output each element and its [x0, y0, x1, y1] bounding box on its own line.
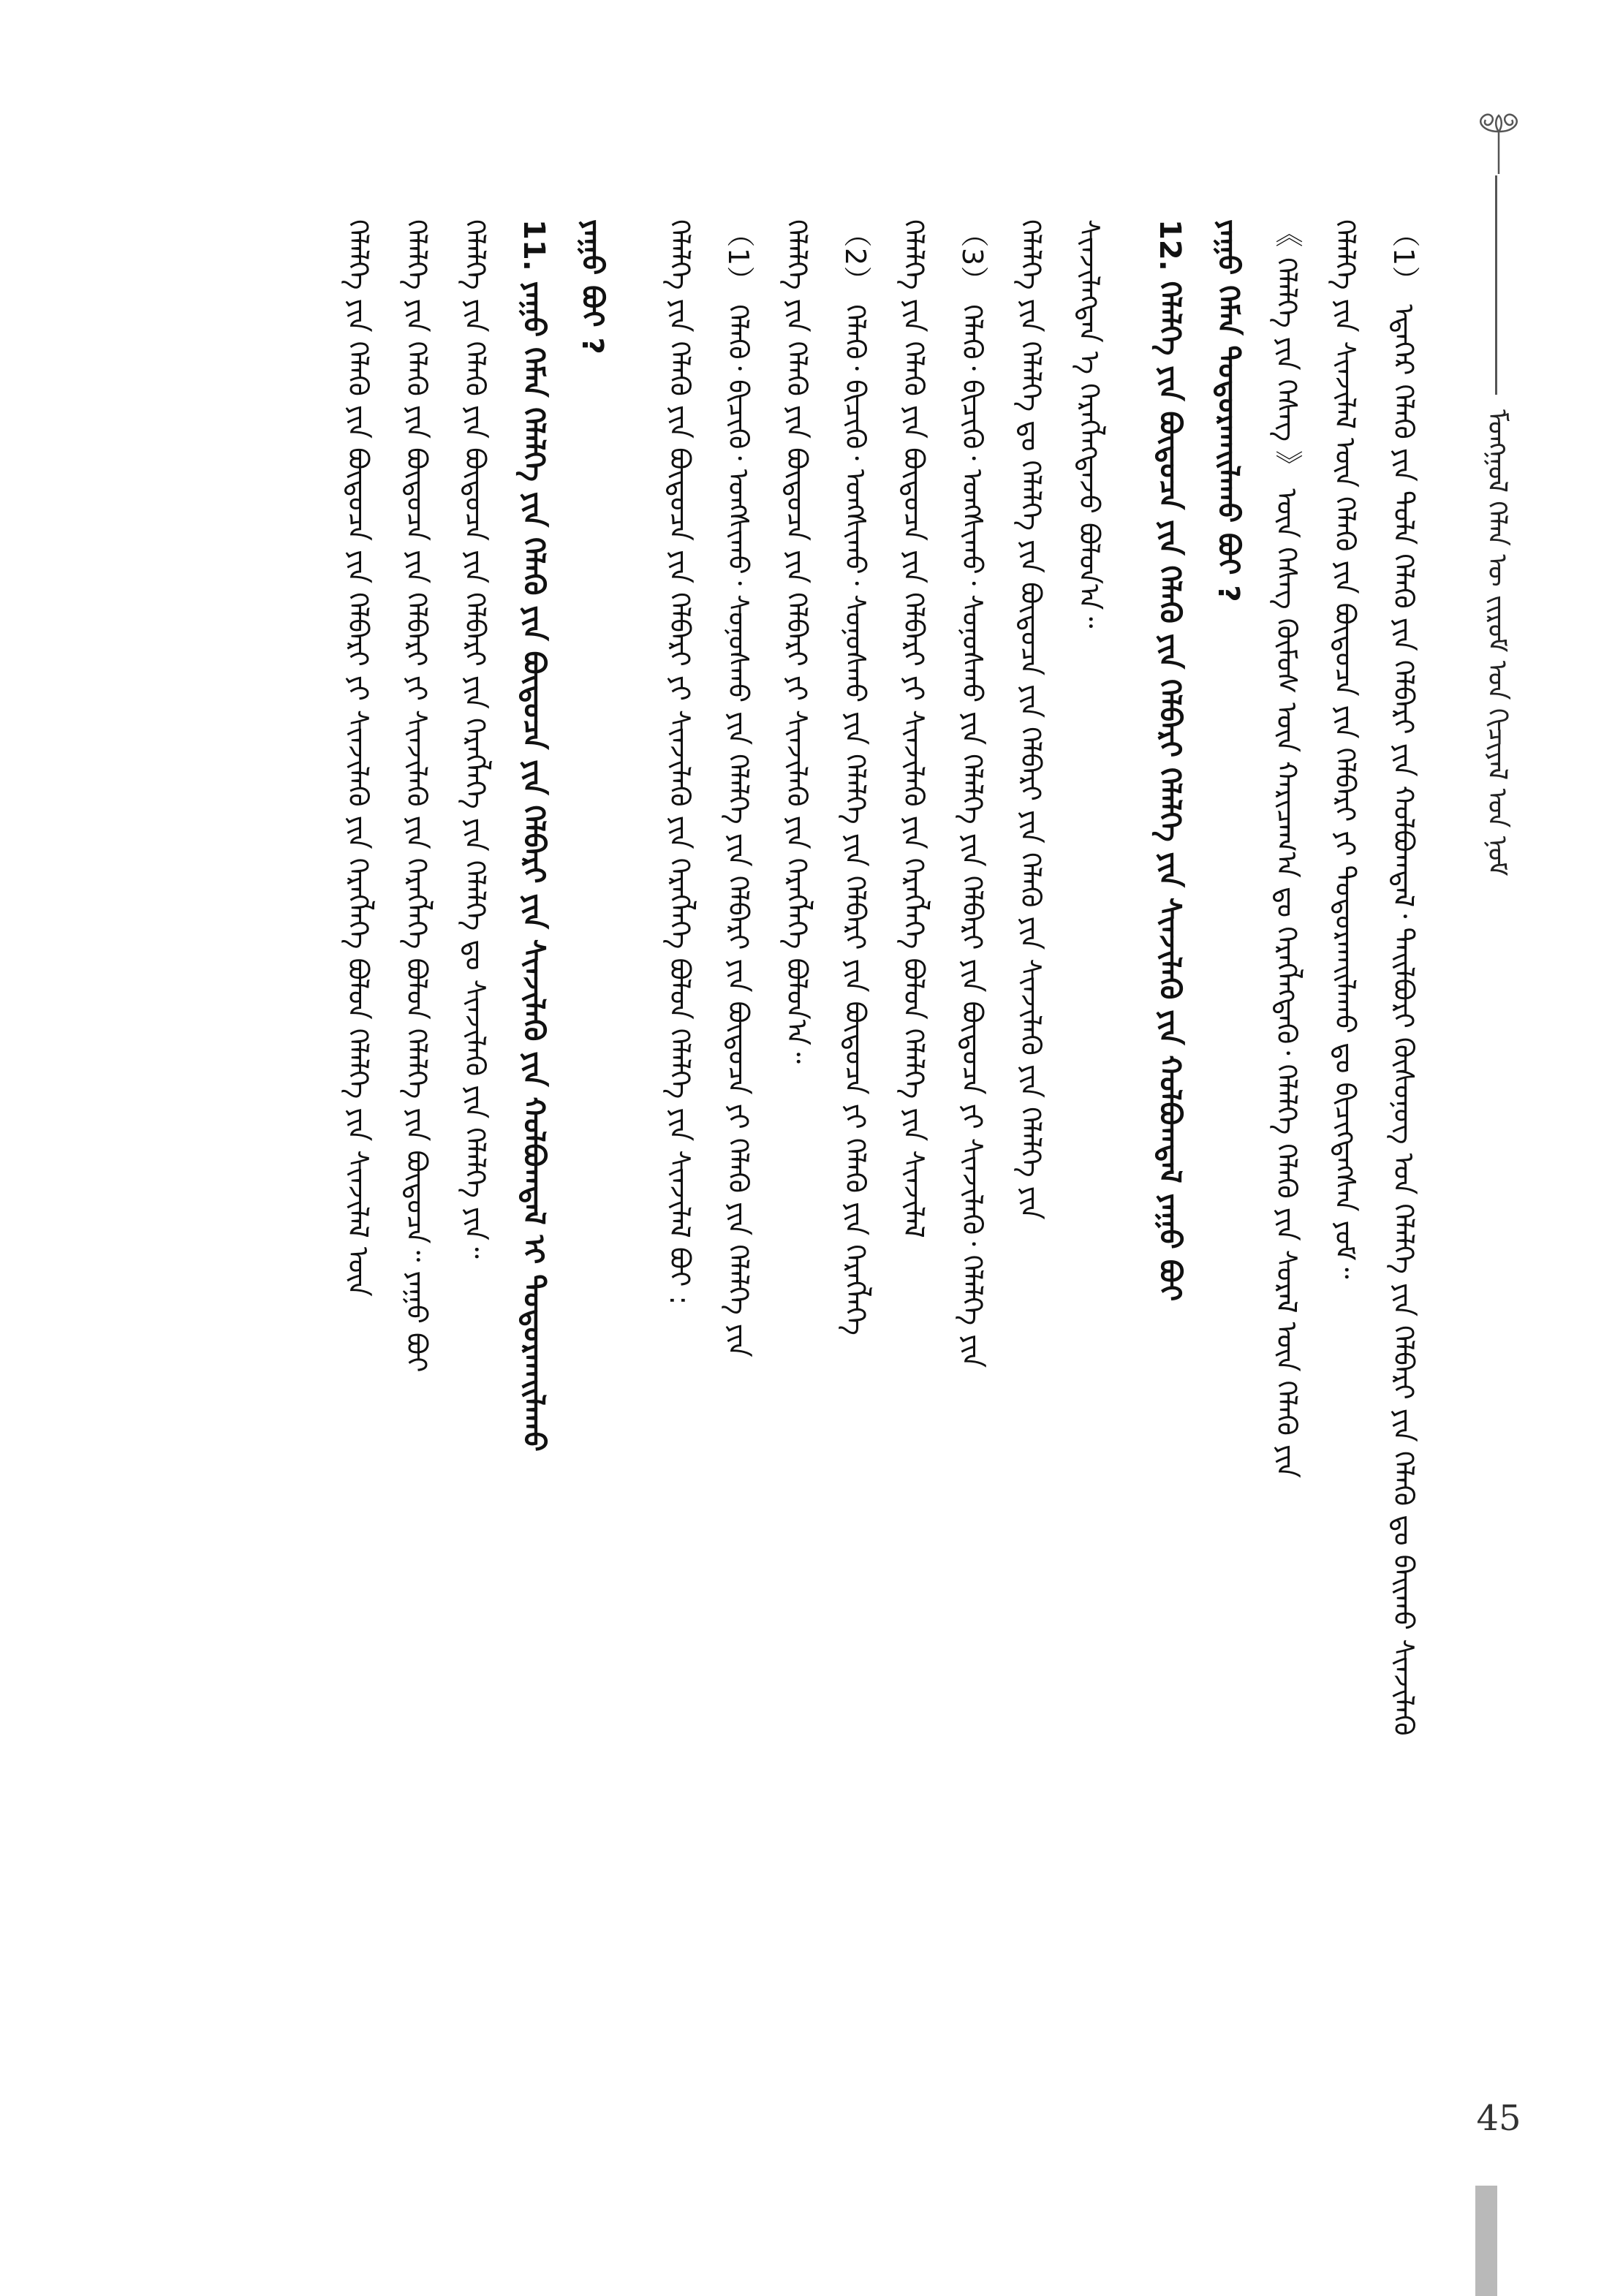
header-rule	[1495, 175, 1497, 395]
paragraph-line: ᠬᠡᠯᠡᠯᠭᠡ ᠶᠢᠨ ᠬᠡᠯᠡᠬᠦ ᠶᠢᠨ ᠪᠦᠲᠦᠴᠡ ᠶᠢᠨ ᠬᠡᠯᠪᠡᠷᠢ ᠶᠢ ᠰᠢᠨᠵᠢᠯᠡᠬᠦ ᠶᠢᠨ ᠬᠡᠷᠡᠭᠯᠡᠭᠡ ᠪᠣᠯᠣᠨ ᠬᠡᠯᠡᠯᠭᠡ ᠶᠢᠨ ᠪᠦᠲᠦᠴᠡ᠃ ᠶᠠᠭᠤ ᠪᠤᠢ	[401, 219, 433, 1373]
paragraph-line: ᠬᠡᠯᠡᠯᠭᠡ ᠶᠢᠨ ᠬᠡᠯᠡᠯᠭᠡ ᠳᠤ ᠬᠡᠯᠡᠯᠭᠡ ᠶᠢᠨ ᠪᠦᠲᠦᠴᠡ ᠶᠢᠨ ᠬᠡᠯᠪᠡᠷᠢ ᠶᠢᠨ ᠬᠡᠯᠡᠬᠦ ᠶᠢᠨ ᠰᠢᠨᠵᠢᠯᠡᠬᠦ ᠶᠢᠨ ᠬᠡᠯᠡᠯᠭᠡ ᠶᠢᠨ	[1015, 219, 1047, 1220]
paragraph-line: ᠬᠡᠯᠡᠯᠭᠡ ᠶᠢᠨ ᠬᠡᠯᠡᠬᠦ ᠶᠢᠨ ᠪᠦᠲᠦᠴᠡ ᠶᠢᠨ ᠬᠡᠯᠪᠡᠷᠢ ᠶᠢᠨ ᠬᠡᠷᠡᠭᠯᠡᠭᠡ ᠶᠢᠨ ᠬᠡᠯᠡᠯᠭᠡ ᠳᠤ ᠰᠢᠨᠵᠢᠯᠡᠬᠦ ᠶᠢᠨ ᠬᠡᠯᠡᠯᠭᠡ ᠶᠢᠨ᠃	[459, 219, 491, 1259]
running-header	[1471, 409, 1522, 1418]
text-column	[1060, 219, 1119, 2032]
paragraph-line: （1） ᠬᠡᠯᠡᠬᠦ᠂ ᠪᠢᠴᠢᠬᠦ᠂ ᠤᠩᠰᠢᠬᠤ᠂ ᠰᠣᠨᠣᠰᠬᠤ ᠶᠢᠨ ᠬᠡᠯᠡᠯᠭᠡ ᠶᠢᠨ ᠬᠡᠯᠪᠡᠷᠢ ᠶᠢᠨ ᠪᠦᠲᠦᠴᠡ ᠶᠢ ᠬᠡᠯᠡᠬᠦ ᠶᠢᠨ ᠬᠡᠯᠡᠯᠭᠡ ᠶᠢᠨ	[722, 219, 754, 1357]
paragraph-line: ᠬᠡᠯᠡᠯᠭᠡ ᠶᠢᠨ ᠰᠢᠨᠵᠢᠯᠡᠯ ᠦᠨ ᠬᠡᠯᠡᠬᠦ ᠶᠢᠨ ᠪᠦᠲᠦᠴᠡ ᠶᠢᠨ ᠬᠡᠯᠪᠡᠷᠢ ᠶᠢ ᠲᠣᠳᠣᠷᠬᠠᠢᠯᠠᠬᠤ ᠳᠤ ᠪᠢᠴᠢᠭᠳᠡᠭᠰᠡᠨ ᠶᠤᠮ᠃	[1329, 219, 1361, 1279]
text-column	[885, 219, 943, 2032]
page-number: 45	[1476, 2098, 1521, 2139]
paragraph-line: ᠬᠡᠯᠡᠯᠭᠡ ᠶᠢᠨ ᠬᠡᠯᠡᠬᠦ ᠶᠢᠨ ᠪᠦᠲᠦᠴᠡ ᠶᠢᠨ ᠬᠡᠯᠪᠡᠷᠢ ᠶᠢ ᠰᠢᠨᠵᠢᠯᠡᠬᠦ ᠶᠢᠨ ᠬᠡᠷᠡᠭᠯᠡᠭᠡ ᠪᠣᠯᠣᠨ ᠬᠡᠯᠡᠯᠭᠡ ᠶᠢᠨ ᠰᠢᠨᠵᠢᠯᠡᠯ	[898, 219, 930, 1238]
header-ornament-icon	[1469, 110, 1528, 175]
paragraph-line: 《 ᠬᠡᠯᠡᠯᠭᠡ ᠶᠢᠨ ᠬᠡᠰᠡᠭ 》 ᠦᠨ ᠬᠡᠰᠡᠭ ᠬᠦᠮᠦᠰ ᠦᠨ ᠬᠠᠷᠢᠴᠠᠭ᠎ᠠ ᠳᠤ ᠬᠡᠷᠡᠭᠯᠡᠭᠳᠡᠬᠦ᠂ ᠬᠡᠯᠡᠯᠭᠡ ᠬᠡᠯᠡᠬᠦ ᠶᠢᠨ ᠰᠤᠷᠠᠯ ᠦᠨ ᠬᠡᠯᠡᠬᠦ ᠶᠢᠨ	[1271, 219, 1303, 1478]
text-column	[943, 219, 1002, 2032]
text-column	[768, 219, 826, 2032]
text-column	[709, 219, 768, 2032]
side-tab	[1475, 2186, 1497, 2296]
paragraph-line: ᠬᠡᠯᠡᠯᠭᠡ ᠶᠢᠨ ᠬᠡᠯᠡᠬᠦ ᠶᠢᠨ ᠪᠦᠲᠦᠴᠡ ᠶᠢᠨ ᠬᠡᠯᠪᠡᠷᠢ ᠶᠢ ᠰᠢᠨᠵᠢᠯᠡᠬᠦ ᠶᠢᠨ ᠬᠡᠷᠡᠭᠯᠡᠭᠡ ᠪᠣᠯᠣᠨ ᠬᠡᠯᠡᠯᠭᠡ ᠶᠢᠨ ᠰᠢᠨᠵᠢᠯᠡᠯ ᠪᠤᠢ :	[664, 219, 696, 1306]
running-header-title: ᠮᠣᠩᠭᠣᠯ ᠬᠡᠯᠡᠨ ᠦ ᠵᠢᠷᠤᠮ ᠤᠨ ᠬᠢᠴᠢᠶᠡᠯ ᠤᠨ ᠨᠣᠮ	[1482, 409, 1512, 876]
text-column	[1316, 219, 1374, 2032]
paragraph-line: （1） ᠡᠳᠡᠭᠡᠷ ᠬᠡᠯᠡᠬᠦ ᠶᠢᠨ ᠳᠤᠯᠠ ᠬᠡᠯᠡᠬᠦ ᠶᠢᠨ ᠬᠡᠯᠪᠡᠷᠢ ᠶᠢᠨ ᠬᠣᠯᠪᠣᠭᠳᠠᠯ᠂ ᠲᠠᠢᠯᠪᠤᠷᠢ ᠬᠦᠰᠦᠨᠦᠭ ᠤᠨ ᠬᠡᠯᠡᠯᠭᠡ ᠶᠢᠨ ᠬᠡᠯᠪᠡᠷᠢ ᠶᠢᠨ ᠬᠡᠯᠡᠬᠦ ᠳᠤ ᠪᠠᠢᠬᠤ ᠰᠢᠨᠵᠢᠯᠡᠬᠦ	[1388, 219, 1420, 1736]
text-column	[1374, 219, 1433, 2032]
text-column	[1140, 219, 1199, 2032]
question-heading: ᠶᠠᠭᠤ ᠪᠤᠢ ?	[575, 219, 609, 355]
paragraph-line: ᠬᠡᠯᠡᠯᠭᠡ ᠶᠢᠨ ᠬᠡᠯᠡᠬᠦ ᠶᠢᠨ ᠪᠦᠲᠦᠴᠡ ᠶᠢᠨ ᠬᠡᠯᠪᠡᠷᠢ ᠶᠢ ᠰᠢᠨᠵᠢᠯᠡᠬᠦ ᠶᠢᠨ ᠬᠡᠷᠡᠭᠯᠡᠭᠡ ᠪᠣᠯᠣᠨ᠎ᠠ᠃	[781, 219, 813, 1064]
paragraph-line: ᠬᠡᠯᠡᠯᠭᠡ ᠶᠢᠨ ᠬᠡᠯᠡᠬᠦ ᠶᠢᠨ ᠪᠦᠲᠦᠴᠡ ᠶᠢᠨ ᠬᠡᠯᠪᠡᠷᠢ ᠶᠢ ᠰᠢᠨᠵᠢᠯᠡᠬᠦ ᠶᠢᠨ ᠬᠡᠷᠡᠭᠯᠡᠭᠡ ᠪᠣᠯᠣᠨ ᠬᠡᠯᠡᠯᠭᠡ ᠶᠢᠨ ᠰᠢᠨᠵᠢᠯᠡᠯ ᠦᠨ	[342, 219, 374, 1297]
question-heading: 11. ᠶᠠᠭᠤ ᠬᠡᠮᠡᠨ ᠬᠡᠯᠡᠯᠭᠡ ᠶᠢᠨ ᠬᠡᠯᠡᠬᠦ ᠶᠢᠨ ᠪᠦᠲᠦᠴᠡ ᠶᠢᠨ ᠬᠡᠯᠪᠡᠷᠢ ᠶᠢᠨ ᠰᠢᠨᠵᠢᠯᠡᠬᠦ ᠶᠢᠨ ᠬᠣᠯᠪᠣᠭᠳᠠᠯ ᠢ ᠲᠣᠳᠣᠷᠬᠠᠢᠯᠠᠬᠤ	[517, 219, 551, 1452]
text-column	[1257, 219, 1316, 2032]
paragraph-line: （3） ᠬᠡᠯᠡᠬᠦ᠂ ᠪᠢᠴᠢᠬᠦ᠂ ᠤᠩᠰᠢᠬᠤ᠂ ᠰᠣᠨᠣᠰᠬᠤ ᠶᠢᠨ ᠬᠡᠯᠡᠯᠭᠡ ᠶᠢᠨ ᠬᠡᠯᠪᠡᠷᠢ ᠶᠢᠨ ᠪᠦᠲᠦᠴᠡ ᠶᠢ ᠰᠢᠨᠵᠢᠯᠡᠬᠦ᠂ ᠬᠡᠯᠡᠯᠭᠡ ᠶᠢᠨ	[956, 219, 988, 1368]
text-column	[651, 219, 709, 2032]
question-heading: ᠶᠠᠭᠤ ᠬᠡᠮᠡᠨ ᠲᠣᠳᠣᠷᠬᠠᠢᠯᠠᠬᠤ ᠪᠤᠢ ?	[1211, 219, 1245, 602]
text-column	[387, 219, 446, 2032]
text-column	[504, 219, 563, 2032]
paragraph-line: ᠰᠢᠨᠵᠢᠯᠡᠭᠳᠡᠨ ᠡ ᠬᠡᠷᠡᠭᠯᠡᠭᠳᠡᠵᠦ ᠪᠣᠯᠣᠨ᠎ᠠ᠃	[1073, 219, 1105, 629]
text-column	[1199, 219, 1257, 2032]
text-column	[826, 219, 885, 2032]
text-column	[446, 219, 504, 2032]
text-column	[563, 219, 621, 2032]
paragraph-line: （2） ᠬᠡᠯᠡᠬᠦ᠂ ᠪᠢᠴᠢᠬᠦ᠂ ᠤᠩᠰᠢᠬᠤ᠂ ᠰᠣᠨᠣᠰᠬᠤ ᠶᠢᠨ ᠬᠡᠯᠡᠯᠭᠡ ᠶᠢᠨ ᠬᠡᠯᠪᠡᠷᠢ ᠶᠢᠨ ᠪᠦᠲᠦᠴᠡ ᠶᠢ ᠬᠡᠯᠡᠬᠦ ᠶᠢᠨ ᠬᠡᠷᠡᠭᠯᠡᠭᠡ	[839, 219, 871, 1335]
question-heading: 12. ᠬᠡᠯᠡᠯᠭᠡ ᠶᠢᠨ ᠪᠦᠲᠦᠴᠡ ᠶᠢᠨ ᠬᠡᠯᠡᠬᠦ ᠶᠢᠨ ᠬᠡᠯᠪᠡᠷᠢ ᠬᠡᠯᠡᠯᠭᠡ ᠶᠢᠨ ᠰᠢᠨᠵᠢᠯᠡᠬᠦ ᠶᠢᠨ ᠬᠣᠯᠪᠣᠭᠳᠠᠯ ᠶᠠᠭᠤ ᠪᠤᠢ	[1153, 219, 1187, 1302]
text-column	[329, 219, 387, 2032]
text-column	[1002, 219, 1060, 2032]
